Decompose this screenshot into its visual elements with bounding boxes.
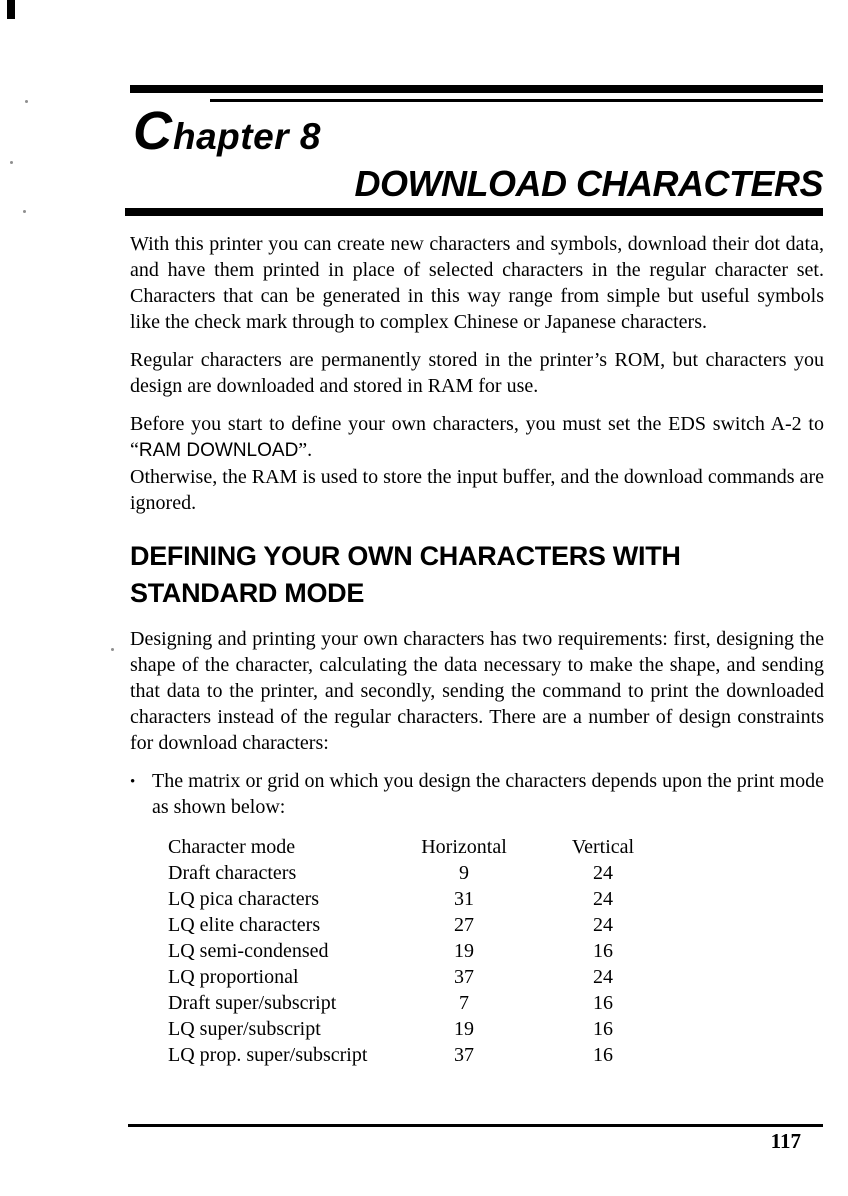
table-cell: 16 — [593, 940, 613, 962]
table-cell: 24 — [593, 914, 613, 936]
table-cell: 9 — [459, 862, 469, 884]
table-cell: 16 — [593, 992, 613, 1014]
footer-rule — [128, 1124, 823, 1127]
table-body — [168, 860, 824, 1068]
scan-speck — [25, 100, 28, 103]
eds-otherwise-line: Otherwise, the RAM is used to store the input buffer, and the download commands are ignored. — [130, 466, 824, 514]
table-row — [168, 860, 824, 886]
paragraph-design: Designing and printing your own characters has two requirements: first, designing the shape of the character, calculating the data necessary to make the shape, and sending that data to the printer, and secondly, sending the command to print the downloaded characters instead of the regular characters. There are a number of design constraints for download characters: — [130, 628, 824, 754]
paragraph-storage: Regular characters are permanently stored in the printer’s ROM, but characters you design are downloaded and stored in RAM for use. — [130, 349, 824, 397]
table-cell: 31 — [454, 888, 474, 910]
eds-text-after: ”. — [298, 439, 313, 461]
bullet-text: The matrix or grid on which you design the characters depends upon the print mode as shown below: — [152, 770, 824, 818]
table-header-cell: Horizontal — [421, 836, 507, 858]
table-row — [168, 1016, 824, 1042]
table-cell: 24 — [593, 862, 613, 884]
chapter-number: hapter 8 — [173, 116, 321, 157]
table-row — [168, 886, 824, 912]
table-cell: LQ pica characters — [168, 888, 320, 910]
header-thin-rule — [210, 99, 823, 102]
table-row — [168, 990, 824, 1016]
scan-speck — [111, 648, 114, 651]
table-cell: Draft characters — [168, 862, 297, 884]
table-cell: 16 — [593, 1044, 613, 1066]
table-cell: 19 — [454, 1018, 474, 1040]
table-header-cell: Vertical — [571, 836, 635, 858]
bullet-item — [130, 768, 824, 820]
table-row — [168, 1042, 824, 1068]
table-cell: 24 — [593, 966, 613, 988]
paragraph-eds — [130, 411, 824, 516]
header-bottom-rule — [125, 208, 823, 216]
table-row — [168, 964, 824, 990]
scan-speck — [10, 161, 13, 164]
page-number: 117 — [770, 1129, 801, 1153]
paragraph-intro: With this printer you can create new characters and symbols, download their dot data, and have them printed in place of selected characters in the regular character set. Characters that can be generated in this way range from simple but useful symbols like the check mark through to complex Chinese or Japanese characters. — [130, 233, 824, 333]
table-cell: LQ prop. super/subscript — [168, 1044, 368, 1066]
header-top-rule — [130, 85, 823, 93]
table-header-cell: Character mode — [168, 836, 296, 858]
table-cell: 37 — [454, 966, 474, 988]
section-heading: DEFINING YOUR OWN CHARACTERS WITH STANDARD MODE — [130, 541, 681, 608]
table-cell: 37 — [454, 1044, 474, 1066]
table-cell: 16 — [593, 1018, 613, 1040]
table-cell: 24 — [593, 888, 613, 910]
table-cell: Draft super/subscript — [168, 992, 337, 1014]
table-cell: 27 — [454, 914, 474, 936]
table-cell: LQ semi-condensed — [168, 940, 329, 962]
table-cell: LQ elite characters — [168, 914, 321, 936]
table-cell: LQ super/subscript — [168, 1018, 321, 1040]
scan-artifact — [7, 0, 15, 19]
matrix-table — [168, 834, 824, 1068]
table-header-row — [168, 834, 824, 860]
table-cell: 19 — [454, 940, 474, 962]
chapter-label — [133, 101, 321, 161]
page-body — [130, 231, 824, 1068]
eds-text-before: Before you start to define your own characters, you must set the EDS switch A-2 to “ — [130, 413, 824, 461]
chapter-initial: C — [133, 101, 173, 161]
chapter-title: DOWNLOAD CHARACTERS — [354, 163, 823, 204]
table-row — [168, 912, 824, 938]
eds-switch-setting: RAM DOWNLOAD — [138, 440, 299, 461]
scan-speck — [23, 210, 26, 213]
table-row — [168, 938, 824, 964]
table-cell: 7 — [459, 992, 469, 1014]
bullet-icon: • — [130, 774, 136, 790]
table-cell: LQ proportional — [168, 966, 299, 988]
